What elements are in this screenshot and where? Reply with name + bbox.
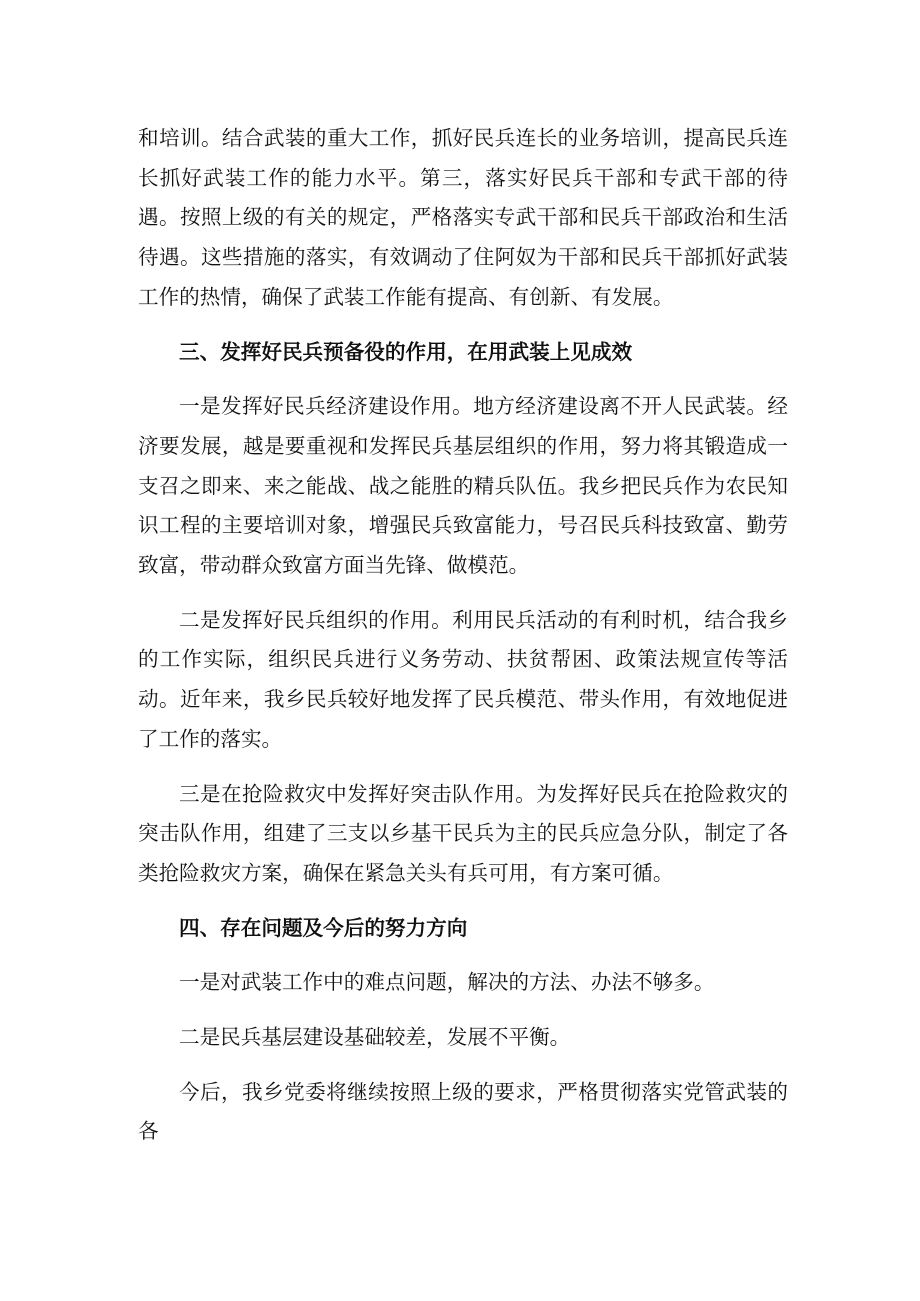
section-heading-3: 三、发挥好民兵预备役的作用，在用武装上见成效	[179, 339, 633, 364]
paragraph-organization-role: 二是发挥好民兵组织的作用。利用民兵活动的有利时机，结合我乡的工作实际，组织民兵进行义务劳动、扶贫帮困、政策法规宣传等活动。近年来，我乡民兵较好地发挥了民兵模范、带头作用，有效地促进了工作的落实。	[138, 607, 788, 751]
paragraph-problem-1: 一是对武装工作中的难点问题，解决的方法、办法不够多。	[179, 970, 715, 995]
paragraph-problem-2: 二是民兵基层建设基础较差，发展不平衡。	[179, 1025, 571, 1050]
document-body	[138, 119, 788, 1152]
paragraph-economic-role: 一是发挥好民兵经济建设作用。地方经济建设离不开人民武装。经济要发展，越是要重视和发挥民兵基层组织的作用，努力将其锻造成一支召之即来、来之能战、战之能胜的精兵队伍。我乡把民兵作为农民知识工程的主要培训对象，增强民兵致富能力，号召民兵科技致富、勤劳致富，带动群众致富方面当先锋、做模范。	[138, 394, 788, 578]
paragraph-continuation: 和培训。结合武装的重大工作，抓好民兵连长的业务培训，提高民兵连长抓好武装工作的能力水平。第三，落实好民兵干部和专武干部的待遇。按照上级的有关的规定，严格落实专武干部和民兵干部政治和生活待遇。这些措施的落实，有效调动了住阿奴为干部和民兵干部抓好武装工作的热情，确保了武装工作能有提高、有创新、有发展。	[138, 126, 788, 309]
paragraph-future-direction: 今后，我乡党委将继续按照上级的要求，严格贯彻落实党管武装的各	[138, 1079, 788, 1144]
section-heading-4: 四、存在问题及今后的努力方向	[179, 915, 468, 940]
paragraph-rescue-role: 三是在抢险救灾中发挥好突击队作用。为发挥好民兵在抢险救灾的突击队作用，组建了三支以乡基干民兵为主的民兵应急分队，制定了各类抢险救灾方案，确保在紧急关头有兵可用，有方案可循。	[138, 781, 788, 885]
